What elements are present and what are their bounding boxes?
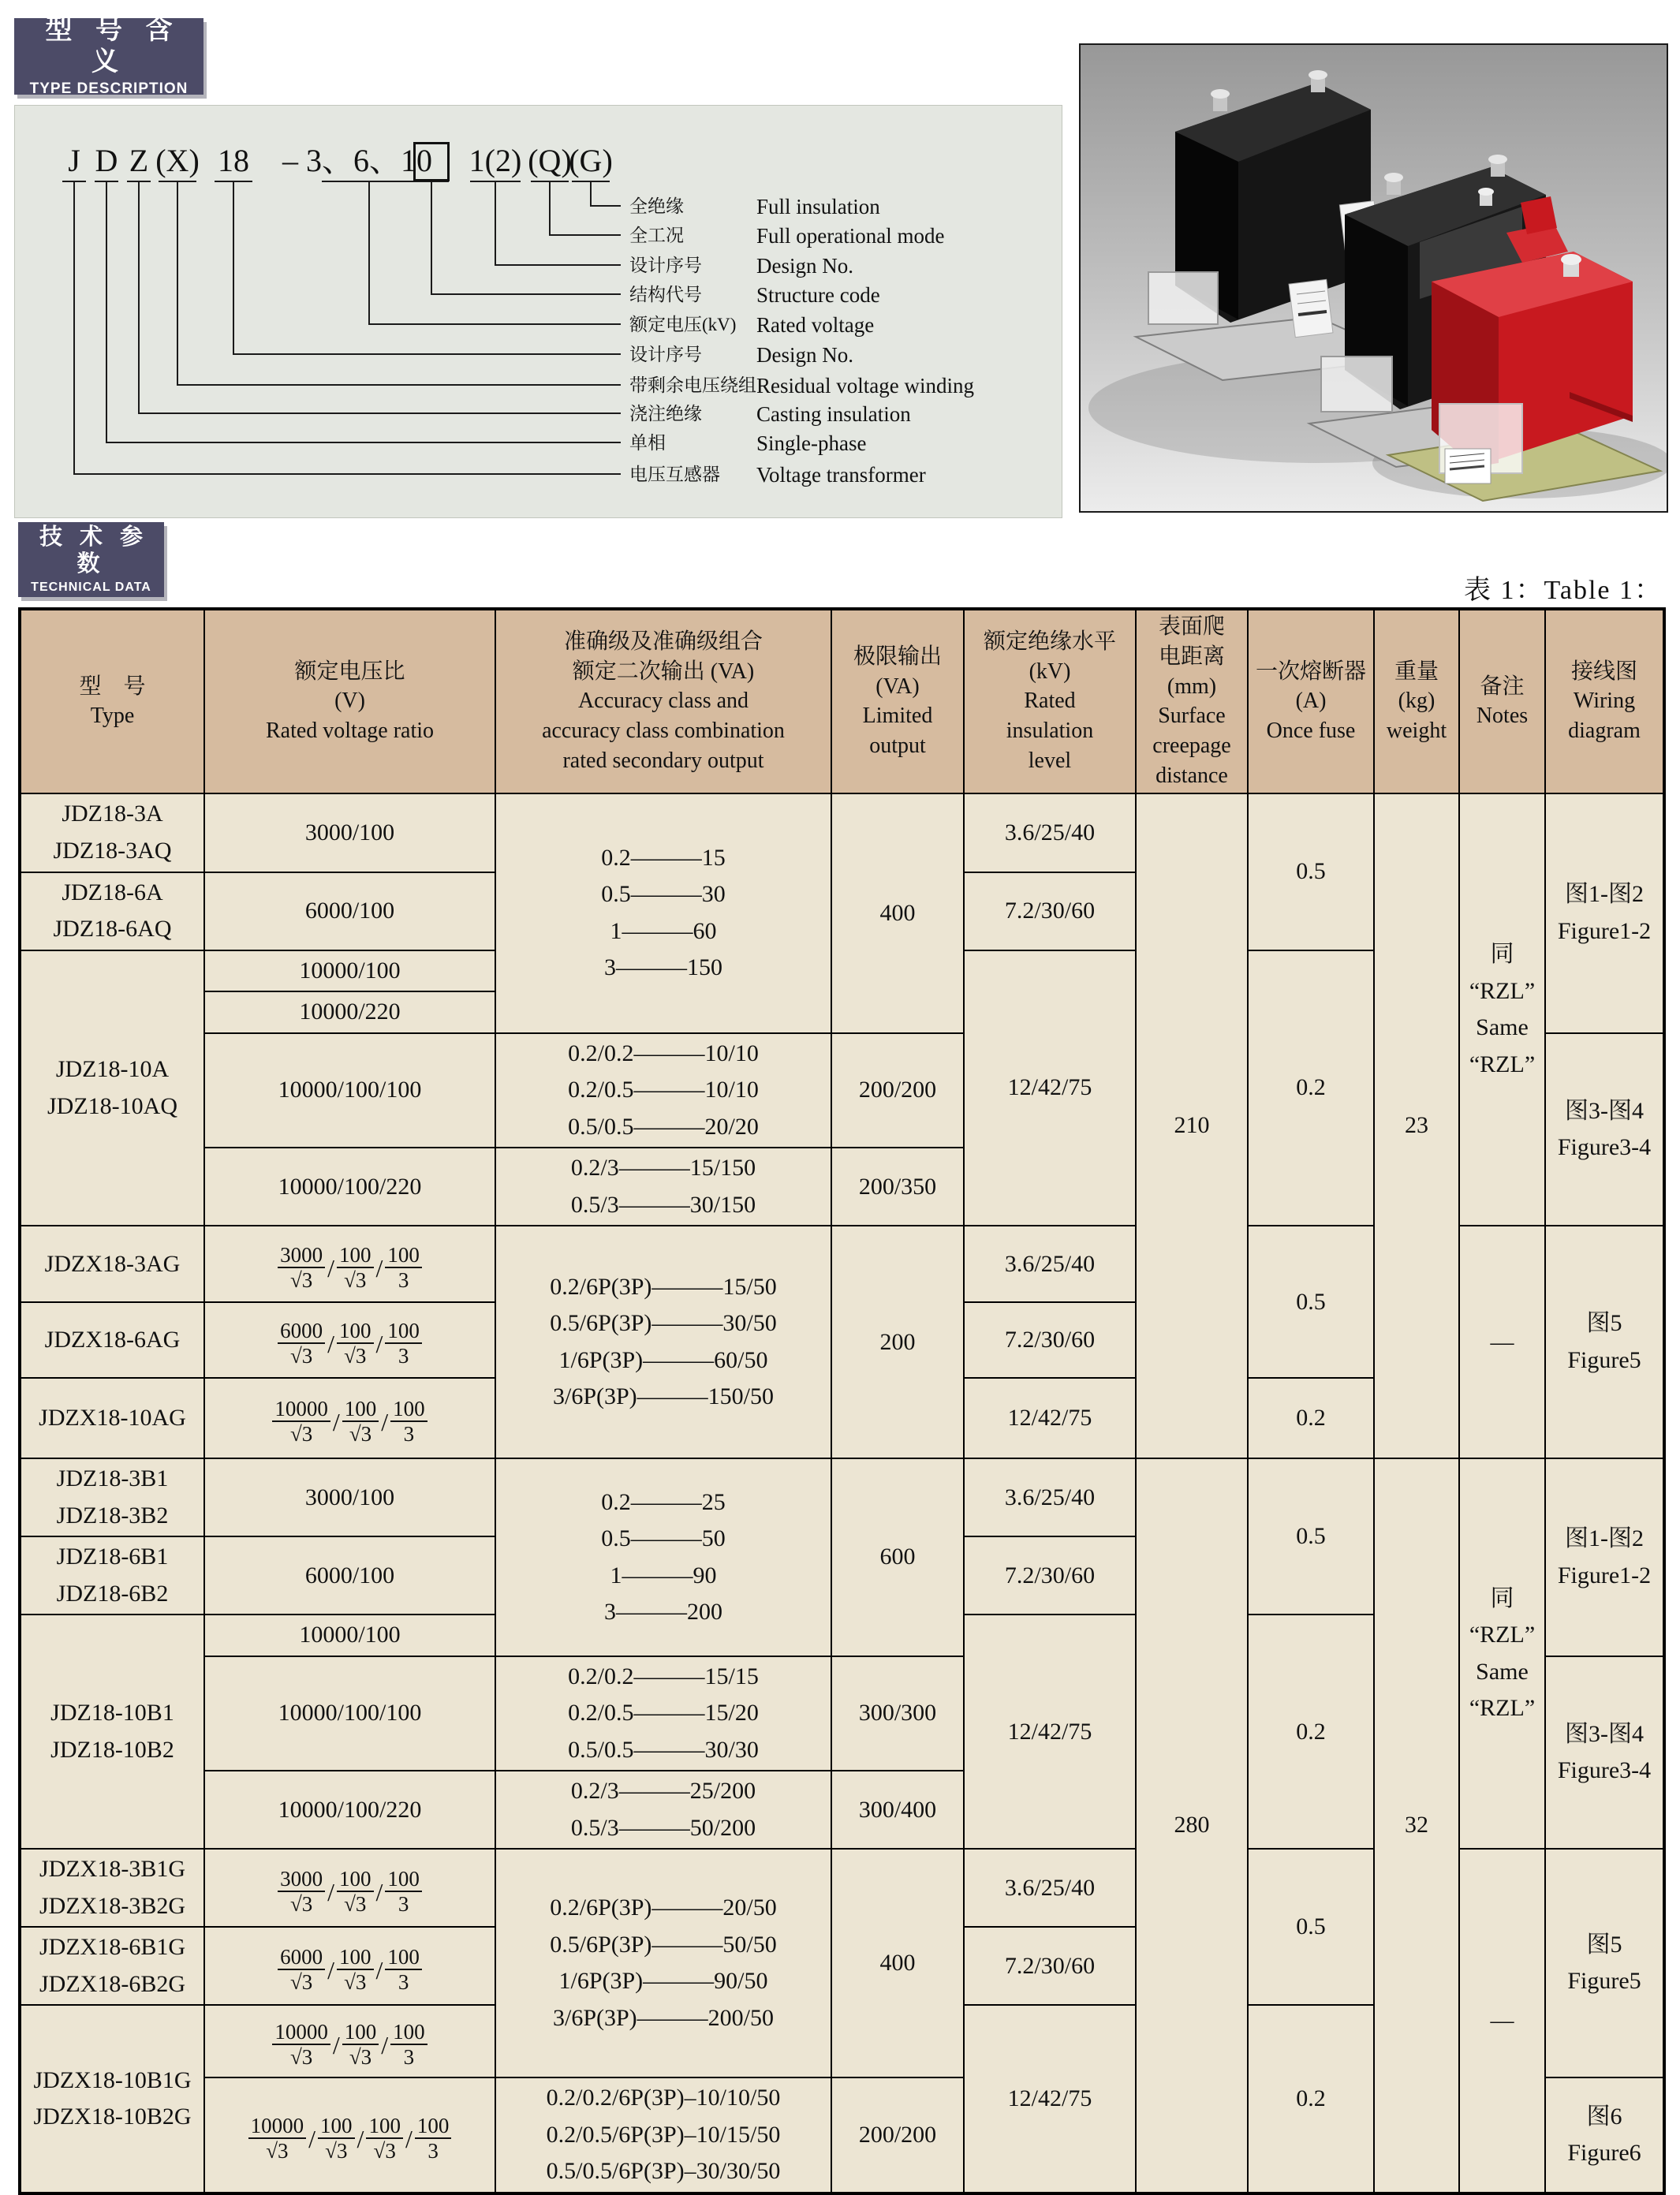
type-designation-diagram (14, 105, 1062, 518)
cell-insulation: 7.2/30/60 (964, 1302, 1136, 1378)
label-en: Full insulation (756, 195, 880, 218)
code-dash: – (282, 143, 298, 178)
cell-ratio: 10000/100/220 (204, 1148, 495, 1226)
col-header-ratio: 额定电压比 (V) Rated voltage ratio (204, 609, 495, 793)
label-cn: 设计序号 (629, 345, 702, 364)
cell-limited-output: 200 (831, 1226, 964, 1458)
cell-type: JDZX18-6B1G JDZX18-6B2G (20, 1927, 204, 2005)
product-photo (1079, 43, 1668, 513)
cell-limited-output: 300/400 (831, 1771, 964, 1849)
cell-type: JDZX18-3B1G JDZX18-3B2G (20, 1849, 204, 1927)
cell-insulation: 3.6/25/40 (964, 1226, 1136, 1302)
cell-ratio (204, 1849, 495, 1927)
cell-limited-output: 400 (831, 793, 964, 1033)
cell-accuracy: 0.2/6P(3P)———15/50 0.5/6P(3P)———30/50 1/6P(3P)———60/50 3/6P(3P)———150/50 (495, 1226, 831, 1458)
code-voltage-values: 3、6、10 (306, 143, 432, 178)
cell-fuse: 0.5 (1248, 1458, 1374, 1615)
header-title-en: TYPE DESCRIPTION (29, 80, 189, 97)
cell-type: JDZ18-3B1 JDZ18-3B2 (20, 1458, 204, 1536)
cell-notes: 同 “RZL” Same “RZL” (1459, 793, 1545, 1226)
col-header-type: 型 号 Type (20, 609, 204, 793)
label-en: Single-phase (756, 431, 867, 455)
label-cn: 电压互感器 (629, 465, 720, 484)
cell-insulation: 12/42/75 (964, 1378, 1136, 1458)
header-title-en: TECHNICAL DATA (31, 580, 151, 594)
cell-type: JDZ18-10B1 JDZ18-10B2 (20, 1615, 204, 1849)
cell-fuse: 0.2 (1248, 950, 1374, 1226)
cell-insulation: 3.6/25/40 (964, 1458, 1136, 1536)
cell-insulation: 12/42/75 (964, 2005, 1136, 2193)
col-header-fuse: 一次熔断器 (A) Once fuse (1248, 609, 1374, 793)
cell-ratio: 10000/100/100 (204, 1656, 495, 1771)
col-header-insulation: 额定绝缘水平 (kV) Rated insulation level (964, 609, 1136, 793)
label-en: Design No. (756, 254, 853, 278)
cell-wiring: 图5 Figure5 (1545, 1226, 1664, 1458)
label-cn: 额定电压(kV) (629, 315, 737, 334)
cell-fuse: 0.2 (1248, 2005, 1374, 2193)
cell-limited-output: 200/200 (831, 2077, 964, 2193)
ratio-fraction: 6000 √3 / 100 √3 / 100 3 (278, 1319, 422, 1368)
cell-type: JDZ18-6B1 JDZ18-6B2 (20, 1536, 204, 1615)
cell-ratio (204, 2005, 495, 2077)
cell-notes: 同 “RZL” Same “RZL” (1459, 1458, 1545, 1849)
cell-insulation: 12/42/75 (964, 950, 1136, 1226)
cell-fuse: 0.2 (1248, 1615, 1374, 1849)
col-header-accuracy: 准确级及准确级组合 额定二次输出 (VA) Accuracy class and accuracy class combination rated secondary output (495, 609, 831, 793)
cell-insulation: 3.6/25/40 (964, 793, 1136, 872)
cell-accuracy: 0.2/6P(3P)———20/50 0.5/6P(3P)———50/50 1/6P(3P)———90/50 3/6P(3P)———200/50 (495, 1849, 831, 2077)
table-caption: 表 1：Table 1： (1463, 576, 1663, 605)
label-en: Voltage transformer (756, 463, 926, 487)
cell-type: JDZ18-3A JDZ18-3AQ (20, 793, 204, 872)
cell-insulation: 7.2/30/60 (964, 1927, 1136, 2005)
cell-wiring: 图1-图2 Figure1-2 (1545, 1458, 1664, 1656)
cell-insulation: 12/42/75 (964, 1615, 1136, 1849)
designation-labels (15, 106, 1062, 517)
technical-data-table (18, 607, 1666, 2195)
col-header-wiring: 接线图 Wiring diagram (1545, 609, 1664, 793)
cell-limited-output: 200/200 (831, 1033, 964, 1148)
cell-accuracy: 0.2/3———15/150 0.5/3———30/150 (495, 1148, 831, 1226)
cell-ratio: 10000/100 (204, 1615, 495, 1656)
cell-type: JDZX18-10B1G JDZX18-10B2G (20, 2005, 204, 2193)
ratio-fraction: 6000 √3 / 100 √3 / 100 3 (278, 1945, 422, 1994)
cell-insulation: 7.2/30/60 (964, 872, 1136, 950)
cell-type: JDZX18-3AG (20, 1226, 204, 1302)
cell-accuracy: 0.2———25 0.5———50 1———90 3———200 (495, 1458, 831, 1656)
cell-wiring: 图3-图4 Figure3-4 (1545, 1033, 1664, 1226)
cell-ratio: 3000/100 (204, 793, 495, 872)
cell-ratio: 10000/100/100 (204, 1033, 495, 1148)
technical-data-header (18, 522, 164, 597)
label-cn: 设计序号 (629, 256, 702, 275)
ratio-fraction: 3000 √3 / 100 √3 / 100 3 (278, 1867, 422, 1916)
cell-notes: — (1459, 1226, 1545, 1458)
label-cn: 浇注绝缘 (629, 404, 702, 424)
label-cn: 单相 (629, 433, 666, 453)
cell-ratio: 6000/100 (204, 1536, 495, 1615)
cell-wiring: 图5 Figure5 (1545, 1849, 1664, 2077)
cell-ratio: 3000/100 (204, 1458, 495, 1536)
code-letter-q: (Q) (528, 143, 572, 178)
cell-ratio (204, 2077, 495, 2193)
code-letter-z: Z (129, 143, 149, 178)
cell-creepage: 210 (1136, 793, 1248, 1459)
cell-fuse: 0.5 (1248, 793, 1374, 950)
label-cn: 带剩余电压绕组 (629, 375, 756, 395)
code-letter-j: J (68, 143, 80, 178)
product-photo-illustration (1081, 45, 1667, 511)
ratio-fraction: 10000 √3 / 100 √3 / 100 3 (272, 2020, 427, 2069)
ratio-fraction: 10000 √3 / 100 √3 / 100 3 (272, 1397, 427, 1446)
header-title-cn: 技 术 参 数 (39, 524, 149, 577)
cell-weight: 32 (1374, 1458, 1459, 2193)
cell-ratio (204, 1302, 495, 1378)
cell-wiring: 图6 Figure6 (1545, 2077, 1664, 2193)
cell-ratio (204, 1927, 495, 2005)
cell-limited-output: 300/300 (831, 1656, 964, 1771)
cell-ratio: 6000/100 (204, 872, 495, 950)
code-design-no-2: 1(2) (469, 143, 522, 178)
cell-creepage: 280 (1136, 1458, 1248, 2193)
col-header-notes: 备注 Notes (1459, 609, 1545, 793)
label-en: Structure code (756, 283, 880, 307)
cell-accuracy: 0.2/3———25/200 0.5/3———50/200 (495, 1771, 831, 1849)
cell-insulation: 7.2/30/60 (964, 1536, 1136, 1615)
code-letter-x: (X) (155, 143, 200, 178)
code-design-no: 18 (218, 143, 249, 178)
col-header-limited-output: 极限输出 (VA) Limited output (831, 609, 964, 793)
cell-weight: 23 (1374, 793, 1459, 1459)
cell-ratio (204, 1378, 495, 1458)
cell-wiring: 图1-图2 Figure1-2 (1545, 793, 1664, 1033)
cell-ratio: 10000/100 (204, 950, 495, 992)
ratio-fraction: 10000 √3 / 100 √3 / 100 √3 / 100 3 (248, 2114, 452, 2163)
cell-ratio: 10000/100/220 (204, 1771, 495, 1849)
cell-type: JDZX18-10AG (20, 1378, 204, 1458)
cell-ratio: 10000/220 (204, 991, 495, 1033)
type-description-header (14, 15, 203, 97)
cell-accuracy: 0.2———15 0.5———30 1———60 3———150 (495, 793, 831, 1033)
label-en: Residual voltage winding (756, 374, 974, 398)
cell-fuse: 0.5 (1248, 1226, 1374, 1378)
label-cn: 全绝缘 (629, 196, 684, 216)
header-title-cn: 型 号 含 义 (45, 15, 181, 77)
table-row (20, 1458, 1664, 1536)
cell-limited-output: 600 (831, 1458, 964, 1656)
cell-notes: — (1459, 1849, 1545, 2193)
label-cn: 结构代号 (629, 285, 702, 304)
label-en: Casting insulation (756, 402, 911, 426)
ratio-fraction: 3000 √3 / 100 √3 / 100 3 (278, 1243, 422, 1292)
label-en: Design No. (756, 343, 853, 367)
cell-accuracy: 0.2/0.2———15/15 0.2/0.5———15/20 0.5/0.5———30/30 (495, 1656, 831, 1771)
col-header-weight: 重量 (kg) weight (1374, 609, 1459, 793)
cell-type: JDZ18-10A JDZ18-10AQ (20, 950, 204, 1226)
cell-type: JDZX18-6AG (20, 1302, 204, 1378)
code-letter-g: (G) (569, 143, 613, 178)
cell-wiring: 图3-图4 Figure3-4 (1545, 1656, 1664, 1850)
cell-type: JDZ18-6A JDZ18-6AQ (20, 872, 204, 950)
label-en: Rated voltage (756, 313, 875, 337)
col-header-creepage: 表面爬 电距离 (mm) Surface creepage distance (1136, 609, 1248, 793)
table-header-row (20, 609, 1664, 793)
code-letter-d: D (95, 143, 118, 178)
cell-limited-output: 200/350 (831, 1148, 964, 1226)
label-en: Full operational mode (756, 224, 945, 248)
cell-accuracy: 0.2/0.2———10/10 0.2/0.5———10/10 0.5/0.5———20/20 (495, 1033, 831, 1148)
label-cn: 全工况 (629, 226, 684, 245)
cell-limited-output: 400 (831, 1849, 964, 2077)
cell-fuse: 0.2 (1248, 1378, 1374, 1458)
cell-insulation: 3.6/25/40 (964, 1849, 1136, 1927)
cell-fuse: 0.5 (1248, 1849, 1374, 2005)
table-row (20, 793, 1664, 872)
cell-accuracy: 0.2/0.2/6P(3P)–10/10/50 0.2/0.5/6P(3P)–10/15/50 0.5/0.5/6P(3P)–30/30/50 (495, 2077, 831, 2193)
cell-ratio (204, 1226, 495, 1302)
